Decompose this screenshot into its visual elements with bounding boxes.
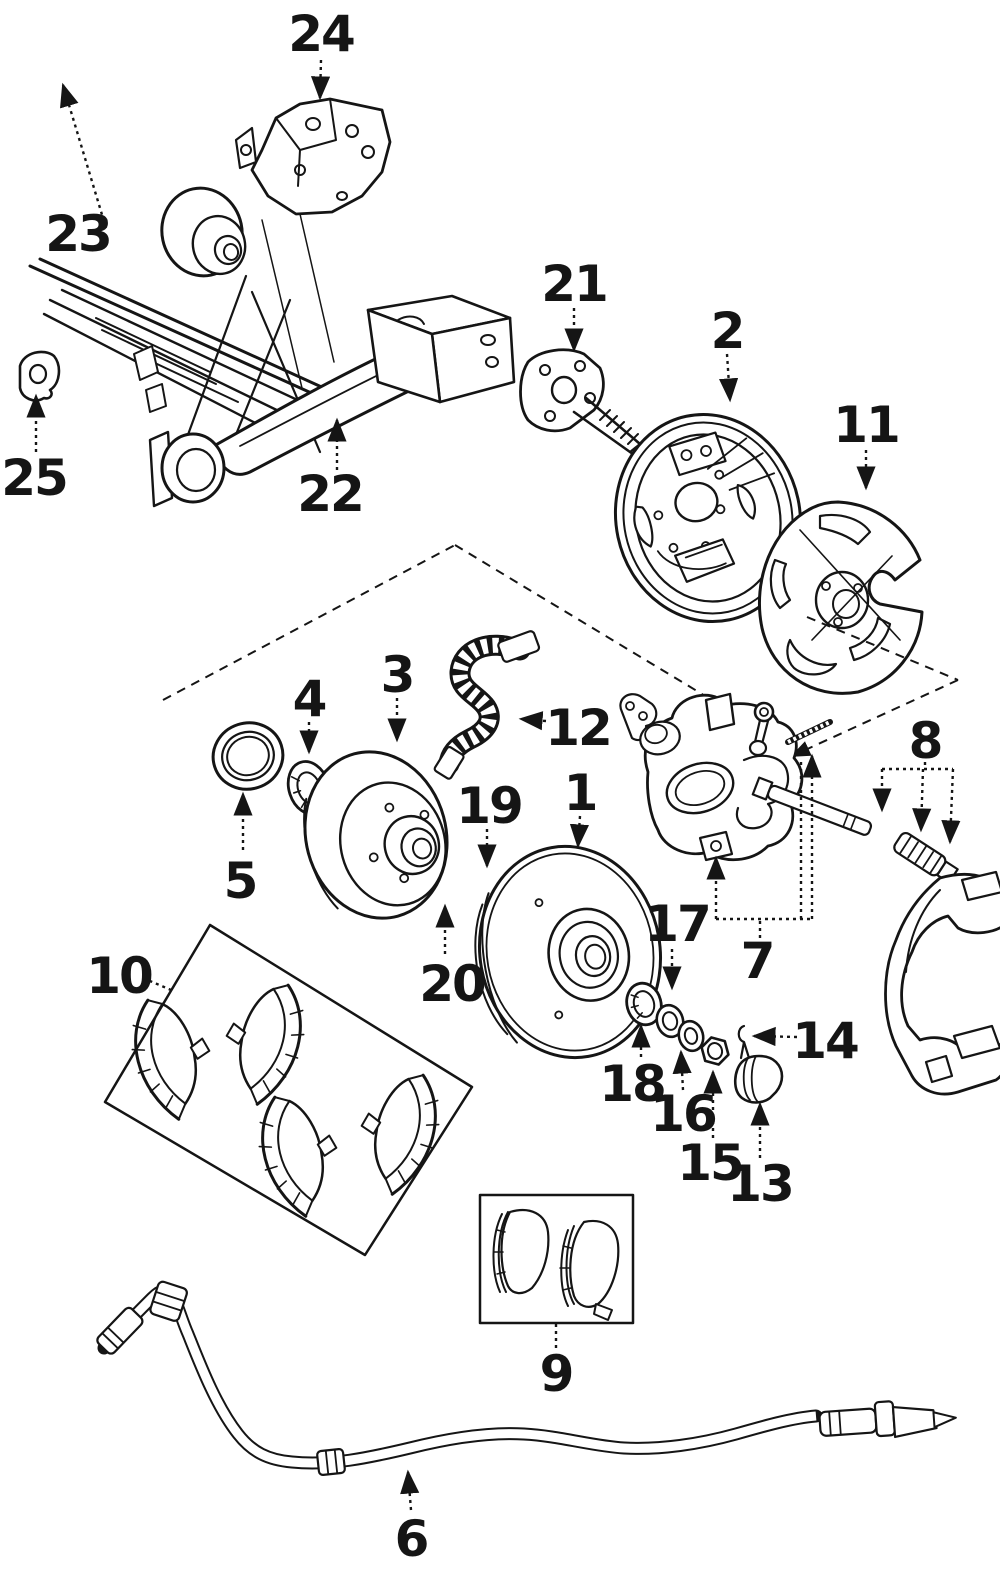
callout-2: 2 bbox=[710, 302, 744, 360]
callout-16: 16 bbox=[650, 1085, 716, 1143]
callout-24: 24 bbox=[288, 5, 354, 63]
callout-4: 4 bbox=[292, 670, 326, 728]
callout-20: 20 bbox=[419, 955, 485, 1013]
callout-14: 14 bbox=[792, 1012, 858, 1070]
callout-6: 6 bbox=[394, 1510, 428, 1568]
callout-18: 18 bbox=[599, 1055, 665, 1113]
callout-8: 8 bbox=[908, 712, 942, 770]
callout-9: 9 bbox=[539, 1345, 573, 1403]
callout-7: 7 bbox=[740, 932, 774, 990]
callout-5: 5 bbox=[223, 852, 257, 910]
callout-23: 23 bbox=[45, 205, 111, 263]
callout-19: 19 bbox=[456, 777, 522, 835]
callout-10: 10 bbox=[86, 947, 152, 1005]
callout-25: 25 bbox=[1, 449, 67, 507]
callout-3: 3 bbox=[380, 646, 414, 704]
callout-17: 17 bbox=[644, 895, 710, 953]
callout-11: 11 bbox=[833, 396, 899, 454]
callout-1: 1 bbox=[563, 764, 597, 822]
callout-12: 12 bbox=[545, 699, 611, 757]
callout-21: 21 bbox=[541, 255, 607, 313]
callout-22: 22 bbox=[297, 465, 363, 523]
callout-15: 15 bbox=[677, 1134, 743, 1192]
callout-13: 13 bbox=[727, 1155, 793, 1213]
